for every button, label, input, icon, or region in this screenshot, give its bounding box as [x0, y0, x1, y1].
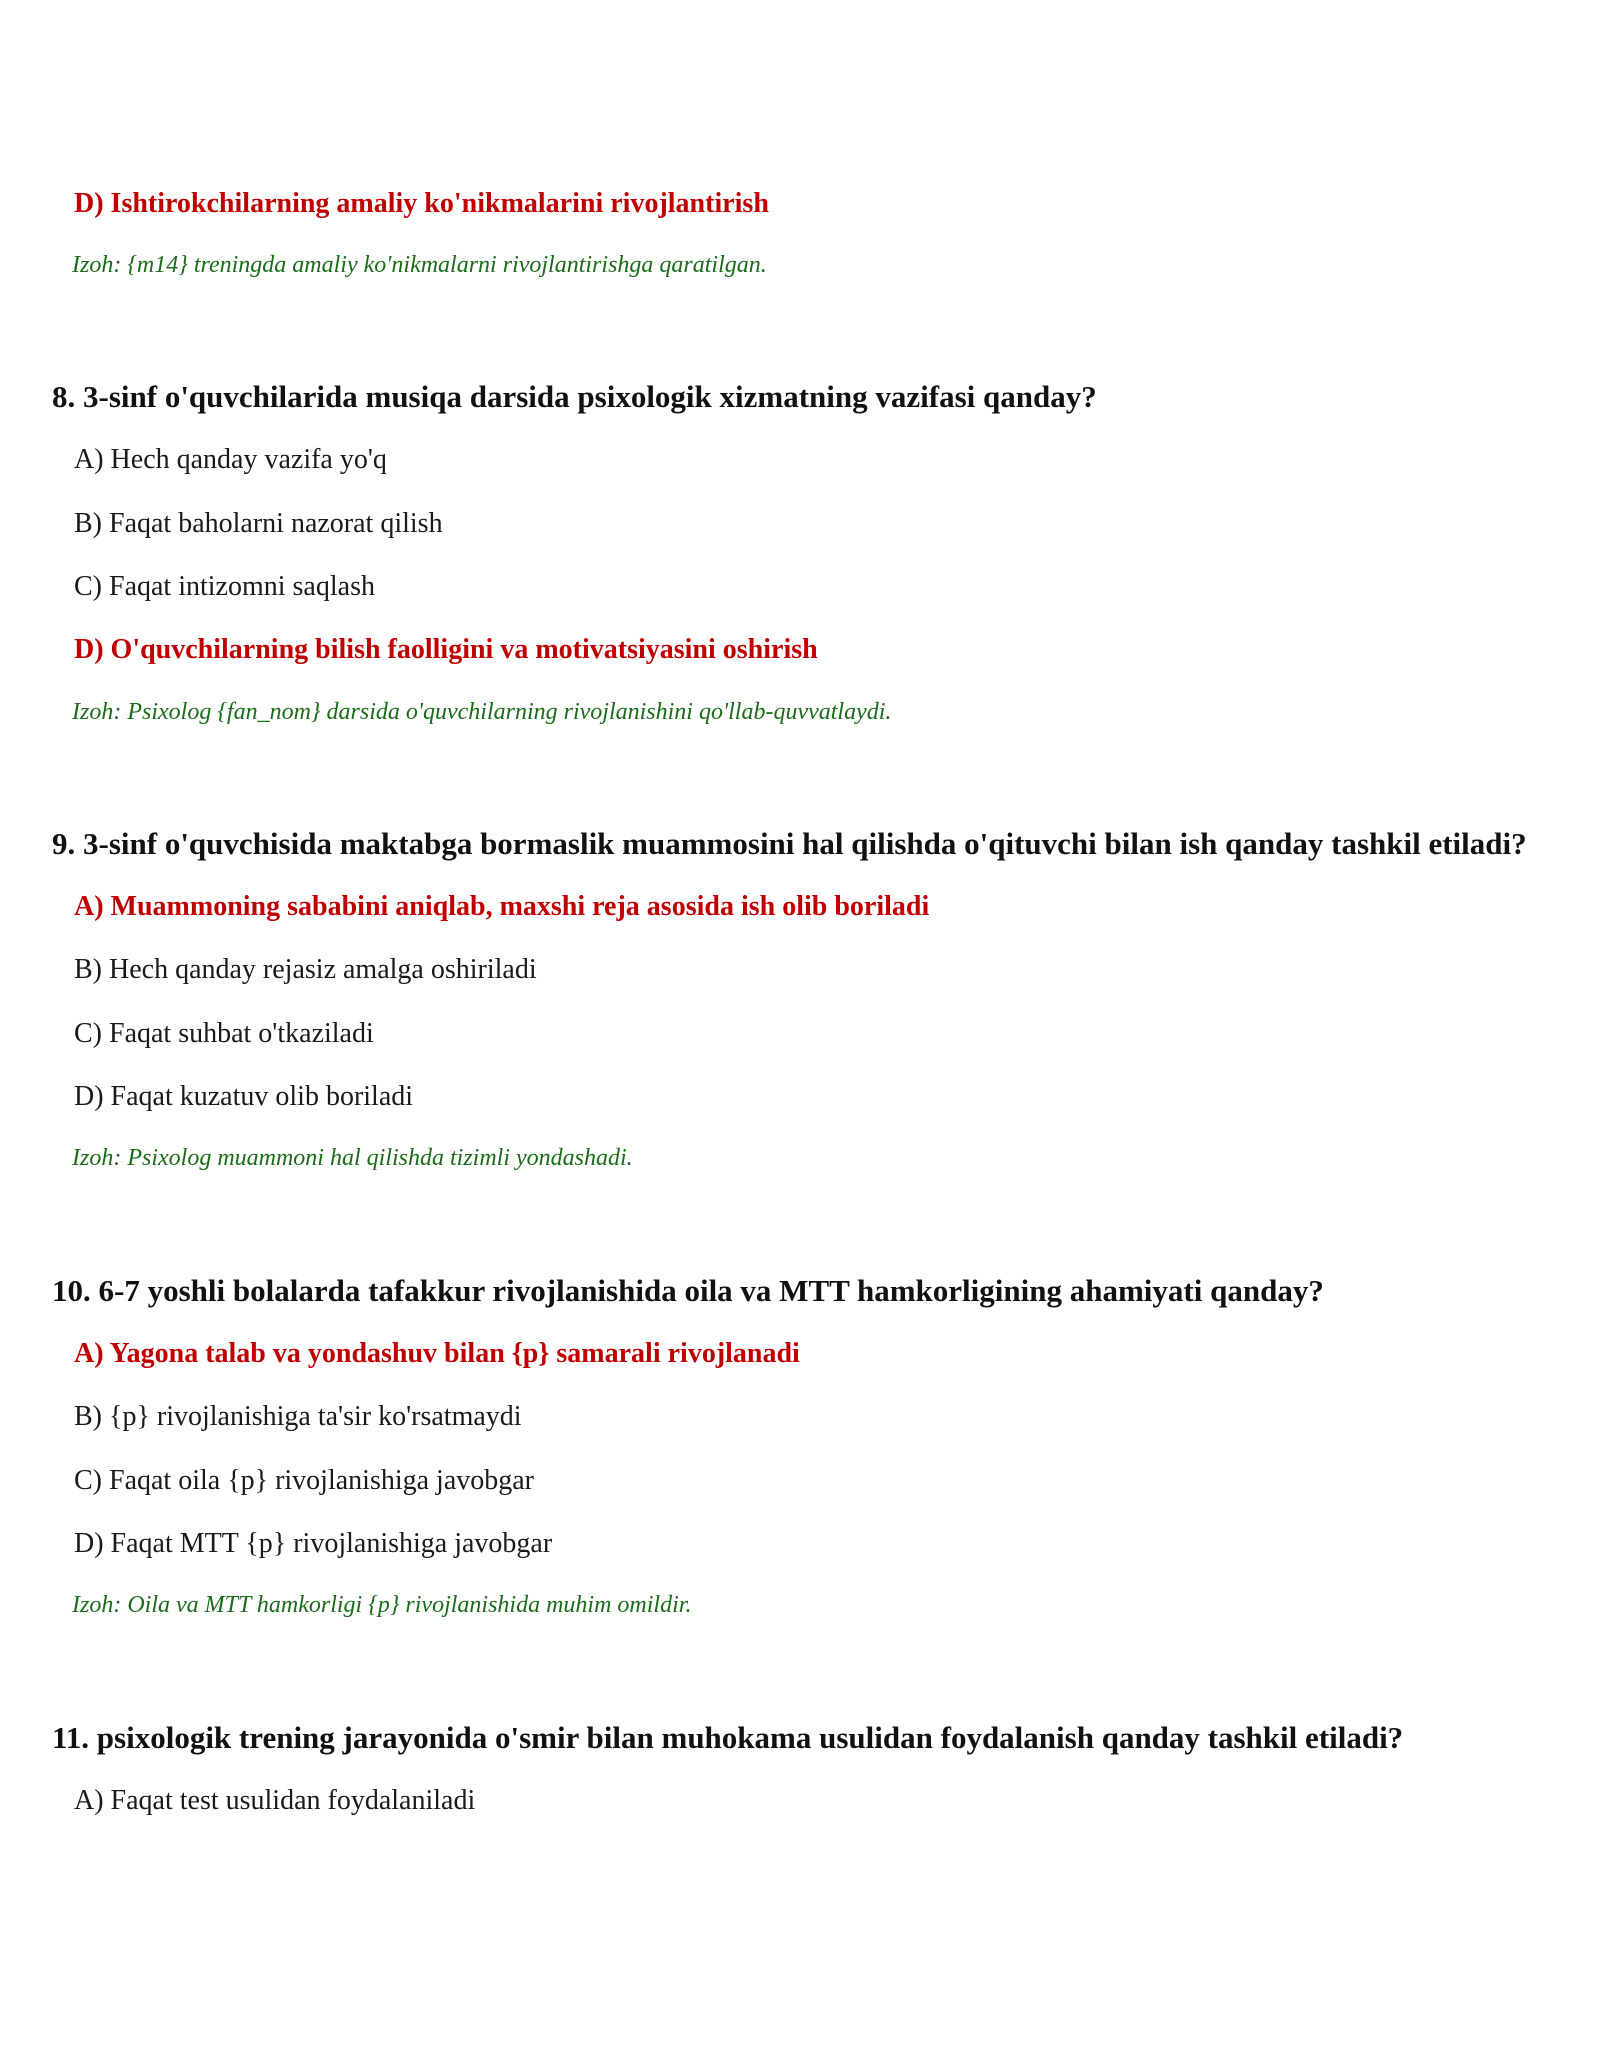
q10-option-a-correct: A) Yagona talab va yondashuv bilan {p} samarali rivojlanadi	[74, 1338, 800, 1369]
q8-option-c: C) Faqat intizomni saqlash	[74, 571, 375, 602]
q11-question: 11. psixologik trening jarayonida o'smir bilan muhokama usulidan foydalanish qanday tashkil etiladi?	[52, 1720, 1404, 1755]
q10-option-d: D) Faqat MTT {p} rivojlanishiga javobgar	[74, 1528, 553, 1559]
q8-option-a: A) Hech qanday vazifa yo'q	[74, 444, 387, 475]
q7-note: Izoh: {m14} treningda amaliy ko'nikmalarni rivojlantirishga qaratilgan.	[72, 252, 767, 278]
q11-option-a: A) Faqat test usulidan foydalaniladi	[74, 1785, 476, 1816]
q8-option-b: B) Faqat baholarni nazorat qilish	[74, 508, 443, 539]
q7-option-d-correct: D) Ishtirokchilarning amaliy ko'nikmalarini rivojlantirish	[74, 188, 769, 219]
q8-option-d-correct: D) O'quvchilarning bilish faolligini va motivatsiyasini oshirish	[74, 634, 818, 665]
q9-option-b: B) Hech qanday rejasiz amalga oshiriladi	[74, 954, 537, 985]
q9-option-c: C) Faqat suhbat o'tkaziladi	[74, 1018, 374, 1049]
q9-option-a-correct: A) Muammoning sababini aniqlab, maxshi reja asosida ish olib boriladi	[74, 891, 930, 922]
q9-question: 9. 3-sinf o'quvchisida maktabga bormaslik muammosini hal qilishda o'qituvchi bilan ish qanday tashkil etiladi?	[52, 826, 1527, 861]
q10-option-b: B) {p} rivojlanishiga ta'sir ko'rsatmaydi	[74, 1401, 522, 1432]
q9-option-d: D) Faqat kuzatuv olib boriladi	[74, 1081, 414, 1112]
q8-note: Izoh: Psixolog {fan_nom} darsida o'quvchilarning rivojlanishini qo'llab-quvvatlaydi.	[72, 699, 892, 725]
q10-note: Izoh: Oila va MTT hamkorligi {p} rivojlanishida muhim omildir.	[72, 1592, 692, 1618]
q10-question: 10. 6-7 yoshli bolalarda tafakkur rivojlanishida oila va MTT hamkorligining ahamiyati qanday?	[52, 1273, 1324, 1308]
q8-question: 8. 3-sinf o'quvchilarida musiqa darsida psixologik xizmatning vazifasi qanday?	[52, 379, 1097, 414]
q10-option-c: C) Faqat oila {p} rivojlanishiga javobgar	[74, 1465, 535, 1496]
q9-note: Izoh: Psixolog muammoni hal qilishda tizimli yondashadi.	[72, 1145, 633, 1171]
